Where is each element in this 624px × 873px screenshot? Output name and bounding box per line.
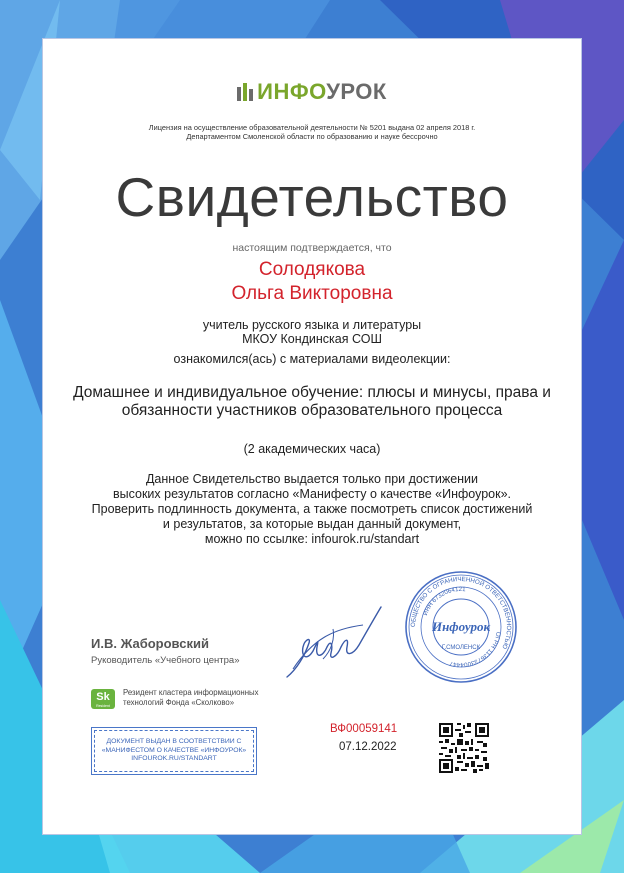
note-line: высоких результатов согласно «Манифесту о качестве «Инфоурок». xyxy=(113,487,511,501)
seal-center-text: Инфоурок xyxy=(431,619,491,634)
issue-date: 07.12.2022 xyxy=(339,741,397,753)
logo-mark-icon xyxy=(237,81,253,103)
confirm-text: настоящим подтверждается, что xyxy=(232,242,392,254)
manifest-stamp-box xyxy=(91,727,257,775)
certificate-title: Свидетельство xyxy=(115,166,509,228)
skolkovo-text-line-1: Резидент кластера информационных xyxy=(123,688,259,697)
signer-role: Руководитель «Учебного центра» xyxy=(91,655,240,666)
logo-text xyxy=(257,79,387,105)
course-title-line-2: обязанности участников образовательного процесса xyxy=(121,402,503,419)
stamp-box-line-3: INFOUROK.RU/STANDART xyxy=(131,755,217,762)
recipient-surname: Солодякова xyxy=(258,259,366,280)
course-title xyxy=(43,384,581,420)
recipient-position xyxy=(43,318,581,346)
verification-note xyxy=(43,472,581,547)
recipient-name xyxy=(43,258,581,306)
serial-number: ВФ00059141 xyxy=(330,723,398,735)
skolkovo-text-line-2: технологий Фонда «Сколково» xyxy=(123,698,235,707)
skolkovo-logo xyxy=(91,689,115,709)
note-line: Данное Свидетельство выдается только при достижении xyxy=(145,472,479,486)
stamp-box-line-1: ДОКУМЕНТ ВЫДАН В СООТВЕТСТВИИ С xyxy=(106,738,242,745)
position-line-1: учитель русского языка и литературы xyxy=(202,318,422,332)
seal-outer-text: ОБЩЕСТВО С ОГРАНИЧЕННОЙ ОТВЕТСТВЕННОСТЬЮ xyxy=(409,575,513,650)
license-line-1: Лицензия на осуществление образовательной деятельности № 5201 выдана 02 апреля 2018 г. xyxy=(148,123,476,132)
qr-code-icon[interactable] xyxy=(439,723,489,773)
recipient-given-names: Ольга Викторовна xyxy=(231,283,393,304)
infourok-logo xyxy=(43,79,581,105)
note-line: Проверить подлинность документа, а также посмотреть список достижений xyxy=(91,502,533,516)
company-seal xyxy=(403,569,519,685)
note-line: и результатов, за которые выдан данный документ, xyxy=(162,517,462,531)
signer-name: И.В. Жаборовский xyxy=(91,636,209,651)
academic-hours: (2 академических часа) xyxy=(243,442,381,456)
note-line: можно по ссылке: infourok.ru/standart xyxy=(204,532,420,546)
certificate-sheet xyxy=(42,38,582,835)
familiarized-text: ознакомился(ась) с материалами видеолекции: xyxy=(173,352,451,366)
stamp-box-line-2: «МАНИФЕСТОМ О КАЧЕСТВЕ «ИНФОУРОК» xyxy=(101,746,247,754)
skolkovo-resident-text xyxy=(123,688,283,708)
logo-text-highlight: ИНФО xyxy=(257,79,327,104)
logo-text-rest: УРОК xyxy=(326,79,387,104)
signature-image xyxy=(283,599,385,685)
license-line-2: Департаментом Смоленской области по образованию и науке бессрочно xyxy=(186,132,438,141)
license-text xyxy=(43,123,581,141)
skolkovo-logo-text: Sk xyxy=(96,691,110,703)
manifest-stamp-inner xyxy=(94,730,254,772)
skolkovo-badge-text: Resident xyxy=(96,704,110,708)
seal-ogrn-text: ОГРН 1136733004447 xyxy=(448,631,502,669)
position-line-2: МКОУ Кондинская СОШ xyxy=(242,332,382,346)
seal-inn-text: ИНН 6732064121 xyxy=(422,585,466,617)
course-title-line-1: Домашнее и индивидуальное обучение: плюсы и минусы, права и xyxy=(73,384,551,401)
seal-city-text: Г.СМОЛЕНСК xyxy=(441,645,481,651)
